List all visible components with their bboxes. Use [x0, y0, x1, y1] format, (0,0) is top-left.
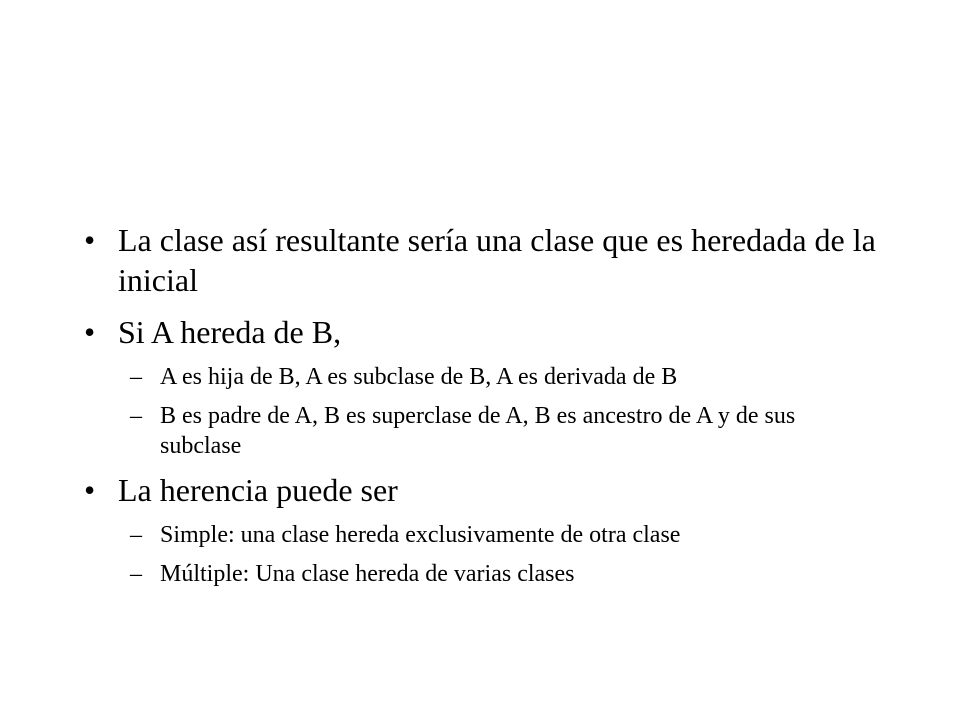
sub-list: [84, 362, 884, 461]
bullet-item: [84, 470, 884, 510]
sub-bullet-item: [84, 401, 860, 461]
bullet-text: Si A hereda de B,: [118, 314, 342, 350]
sub-bullet-marker: –: [130, 522, 142, 548]
bullet-item: [84, 220, 884, 300]
bullet-marker: •: [84, 222, 96, 258]
sub-bullet-text: A es hija de B, A es subclase de B, A es derivada de B: [160, 364, 678, 390]
sub-bullet-text: Múltiple: Una clase hereda de varias clases: [160, 561, 575, 587]
bullet-text: La herencia puede ser: [118, 472, 398, 508]
slide-content: [84, 220, 884, 598]
sub-bullet-item: [84, 520, 860, 550]
sub-bullet-marker: –: [130, 364, 142, 390]
sub-list: [84, 520, 884, 589]
sub-bullet-text: Simple: una clase hereda exclusivamente de otra clase: [160, 522, 681, 548]
sub-bullet-text: B es padre de A, B es superclase de A, B es ancestro de A y de sus subclase: [160, 403, 796, 459]
bullet-marker: •: [84, 472, 96, 508]
sub-bullet-marker: –: [130, 403, 142, 429]
bullet-item: [84, 312, 884, 352]
bullet-marker: •: [84, 314, 96, 350]
sub-bullet-item: [84, 559, 860, 589]
sub-bullet-marker: –: [130, 561, 142, 587]
bullet-text: La clase así resultante sería una clase que es heredada de la inicial: [118, 222, 876, 298]
sub-bullet-item: [84, 362, 860, 392]
